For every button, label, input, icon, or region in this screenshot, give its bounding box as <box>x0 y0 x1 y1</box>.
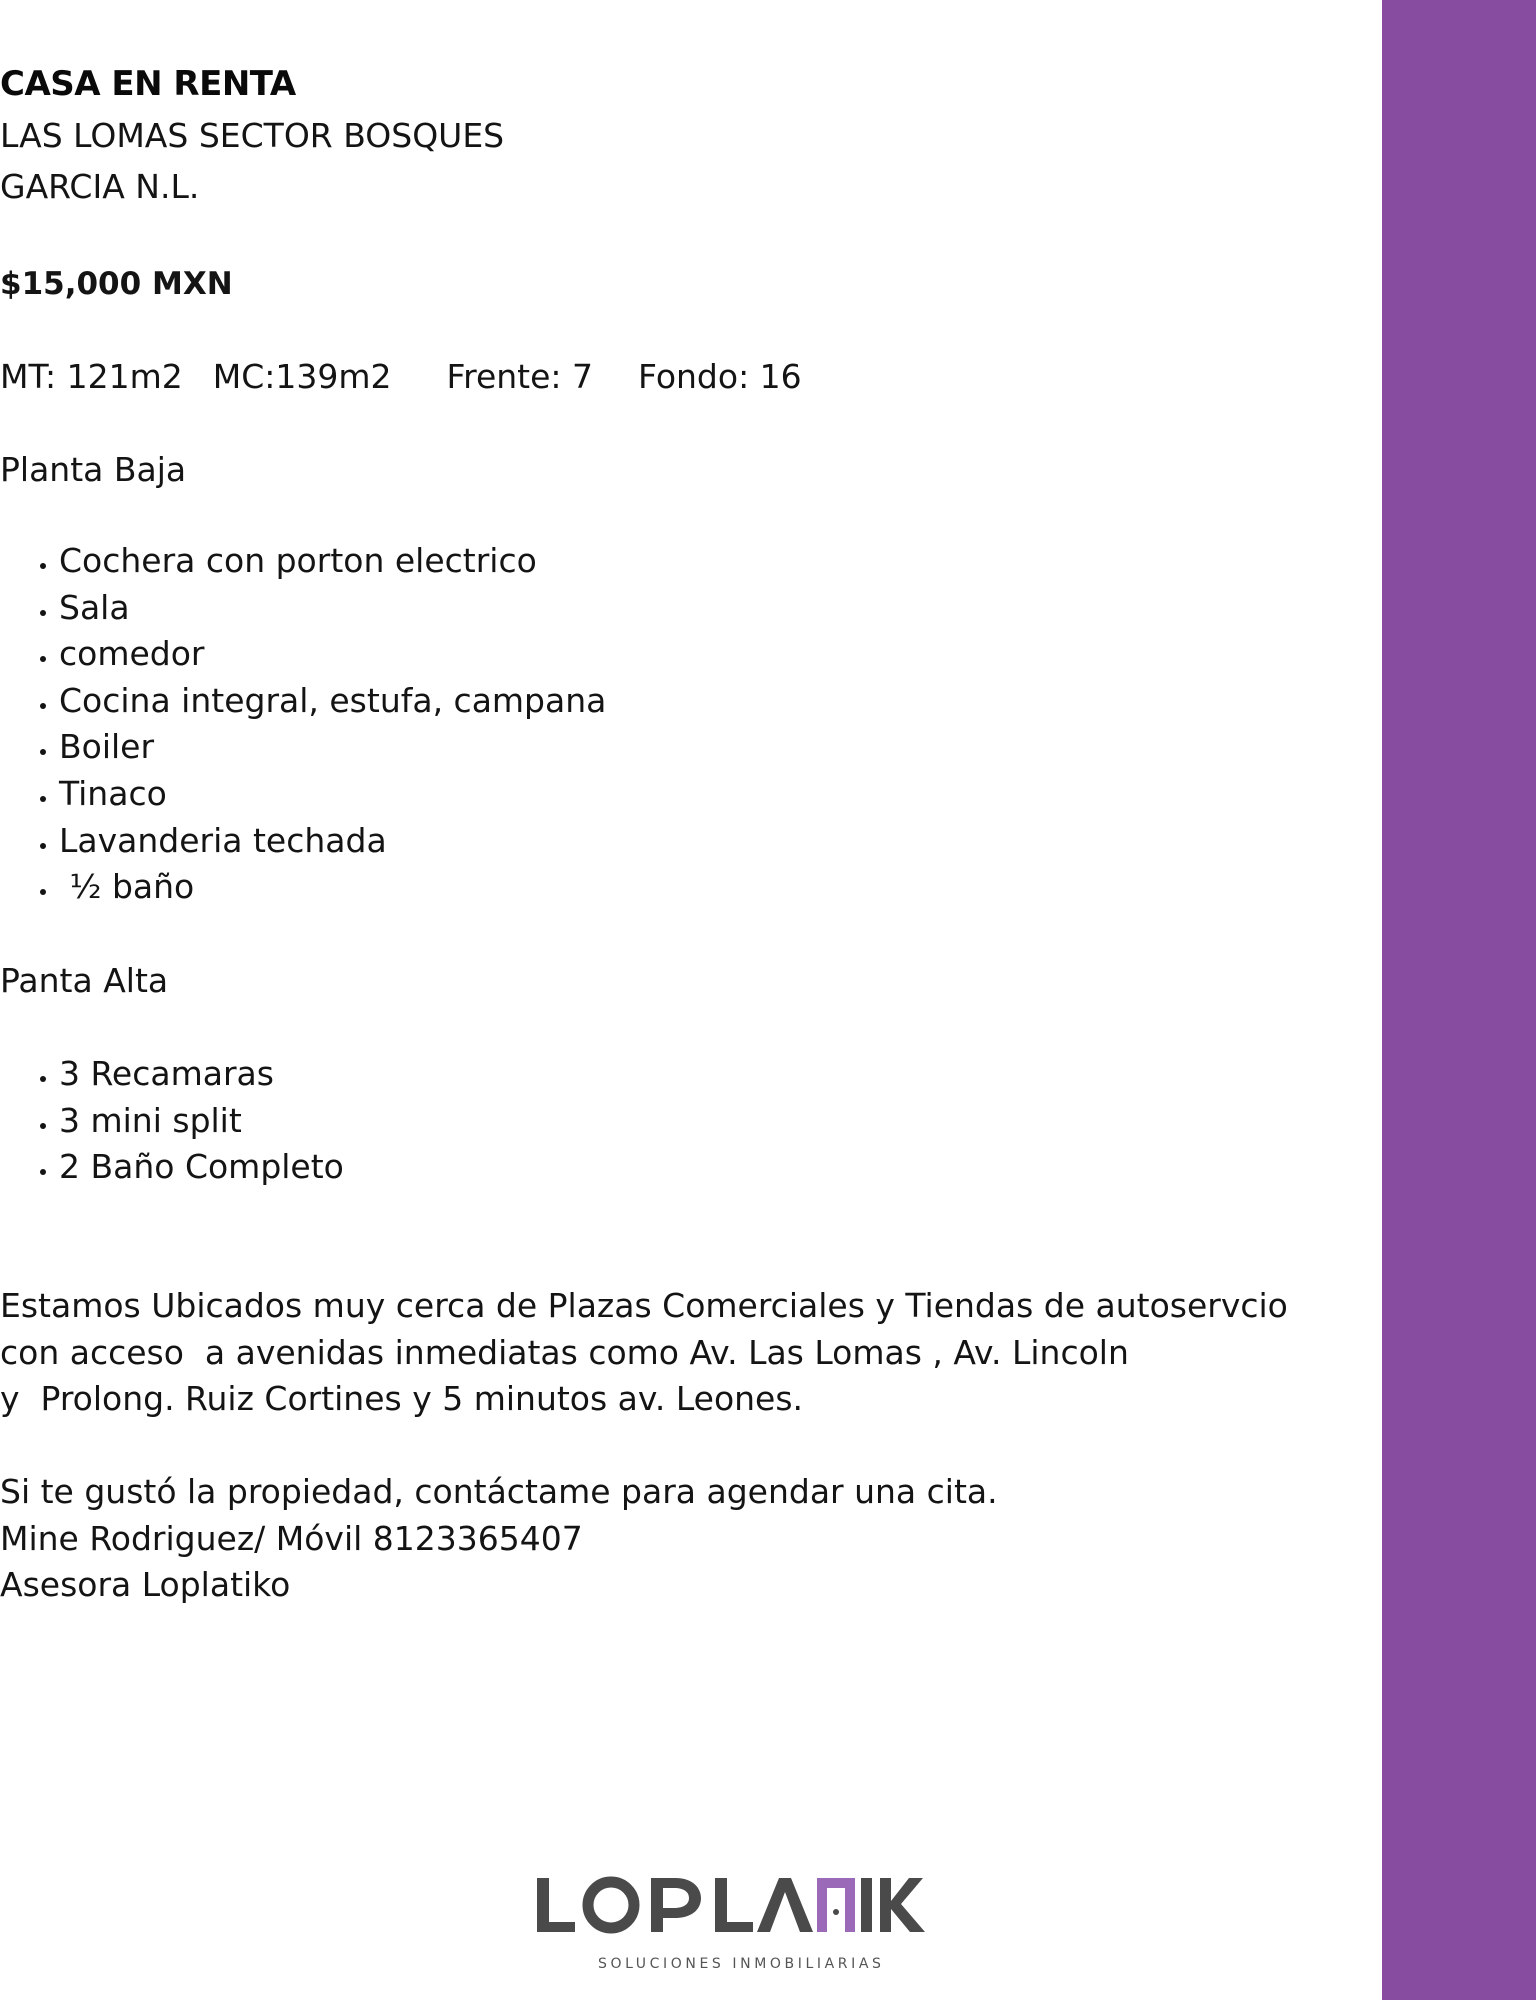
logo-tagline: SOLUCIONES INMOBILIARIAS <box>598 1956 885 1972</box>
spec-frente: Frente: 7 <box>446 357 594 396</box>
spec-mc: MC:139m2 <box>212 357 392 396</box>
list-item: • Sala <box>59 585 606 632</box>
list-item: • Cochera con porton electrico <box>59 538 606 585</box>
logo-wordmark <box>535 1870 935 1942</box>
listing-title: CASA EN RENTA <box>0 64 296 104</box>
loplatiko-logo <box>535 1870 935 1972</box>
spec-fondo: Fondo: 16 <box>638 357 802 396</box>
location-text-line: Estamos Ubicados muy cerca de Plazas Comerciales y Tiendas de autoservcio <box>0 1286 1288 1325</box>
list-item: • Lavanderia techada <box>59 818 606 865</box>
list-item: • 2 Baño Completo <box>59 1144 344 1191</box>
planta-alta-heading: Panta Alta <box>0 961 169 1000</box>
accent-sidebar <box>1382 0 1536 2000</box>
planta-alta-list <box>0 1051 344 1191</box>
location-description <box>0 1283 1288 1423</box>
list-item: • ½ baño <box>59 864 606 911</box>
contact-phone-line: Mine Rodriguez/ Móvil 8123365407 <box>0 1518 583 1558</box>
contact-block <box>0 1469 998 1609</box>
list-item: • 3 mini split <box>59 1098 344 1145</box>
location-text-line: con acceso a avenidas inmediatas como Av. Las Lomas , Av. Lincoln <box>0 1332 1129 1372</box>
location-line-2: GARCIA N.L. <box>0 167 200 206</box>
price: $15,000 MXN <box>0 266 233 302</box>
planta-baja-heading: Planta Baja <box>0 450 187 489</box>
contact-text-line: Si te gustó la propiedad, contáctame para agendar una cita. <box>0 1472 998 1511</box>
contact-role-line: Asesora Loplatiko <box>0 1565 291 1605</box>
list-item: • Tinaco <box>59 771 606 818</box>
list-item: • comedor <box>59 631 606 678</box>
list-item: • Cocina integral, estufa, campana <box>59 678 606 725</box>
location-line-1: LAS LOMAS SECTOR BOSQUES <box>0 116 505 155</box>
planta-baja-list <box>0 538 606 911</box>
location-text-line: y Prolong. Ruiz Cortines y 5 minutos av. Leones. <box>0 1379 804 1419</box>
list-item: • 3 Recamaras <box>59 1051 344 1098</box>
spec-mt: MT: 121m2 <box>0 357 183 396</box>
specs-row <box>0 357 802 397</box>
list-item: • Boiler <box>59 724 606 771</box>
logo-wordmark-graphic <box>535 1870 935 1942</box>
